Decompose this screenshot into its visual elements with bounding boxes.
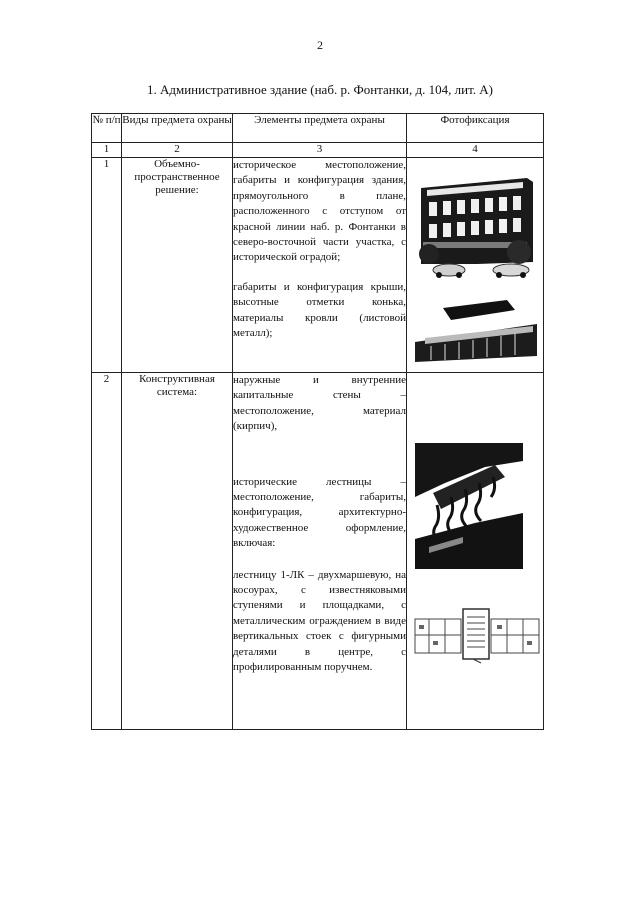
page-number: 2 — [317, 38, 323, 52]
protection-type: Конструктивная система: — [122, 373, 233, 730]
table-row — [92, 158, 544, 373]
header-photos: Фотофиксация — [407, 114, 544, 143]
header-elements: Элементы предмета охраны — [233, 114, 407, 143]
protection-type: Объемно-пространственное решение: — [122, 158, 233, 373]
element-text: лестницу 1-ЛК – двухмаршевую, на косоурах, с известняковыми ступенями и площадками, с металлическим ограждением в виде вертикальных стоек с фигурными деталями в центре, с профилированным поручнем. — [233, 568, 406, 674]
table-row — [92, 373, 544, 730]
floor-plan-drawing — [413, 605, 541, 667]
staircase-photo — [415, 443, 523, 569]
column-number: 1 — [92, 143, 122, 158]
element-text: наружные и внутренние капитальные стены – местоположение, материал (кирпич), — [233, 374, 406, 433]
header-number: № п/п — [92, 114, 122, 143]
photo-cell — [407, 158, 544, 373]
column-number: 4 — [407, 143, 544, 158]
column-number: 2 — [122, 143, 233, 158]
row-number: 1 — [92, 158, 122, 373]
document-title: 1. Административное здание (наб. р. Фонтанки, д. 104, лит. А) — [147, 82, 493, 97]
header-types: Виды предмета охраны — [122, 114, 233, 143]
photo-cell — [407, 373, 544, 730]
element-text: габариты и конфигурация крыши, высотные отметки конька, материалы кровли (листовой металл); — [233, 280, 406, 340]
column-number: 3 — [233, 143, 407, 158]
column-number-row — [92, 143, 544, 158]
row-number: 2 — [92, 373, 122, 730]
facade-photo — [415, 168, 537, 285]
element-text: исторические лестницы – местоположение, габариты, конфигурация, архитектурно-художественное оформление, включая: — [233, 475, 406, 550]
element-text: историческое местоположение, габариты и конфигурация здания, прямоугольного в плане, расположенного с отступом от красной линии наб. р. Фонтанки в северо-восточной части участка, с исторической оградой; — [233, 159, 406, 264]
table-header-row — [92, 114, 544, 143]
protection-elements — [233, 373, 407, 730]
roof-photo — [415, 298, 537, 368]
protection-elements — [233, 158, 407, 373]
protection-table — [91, 113, 544, 730]
